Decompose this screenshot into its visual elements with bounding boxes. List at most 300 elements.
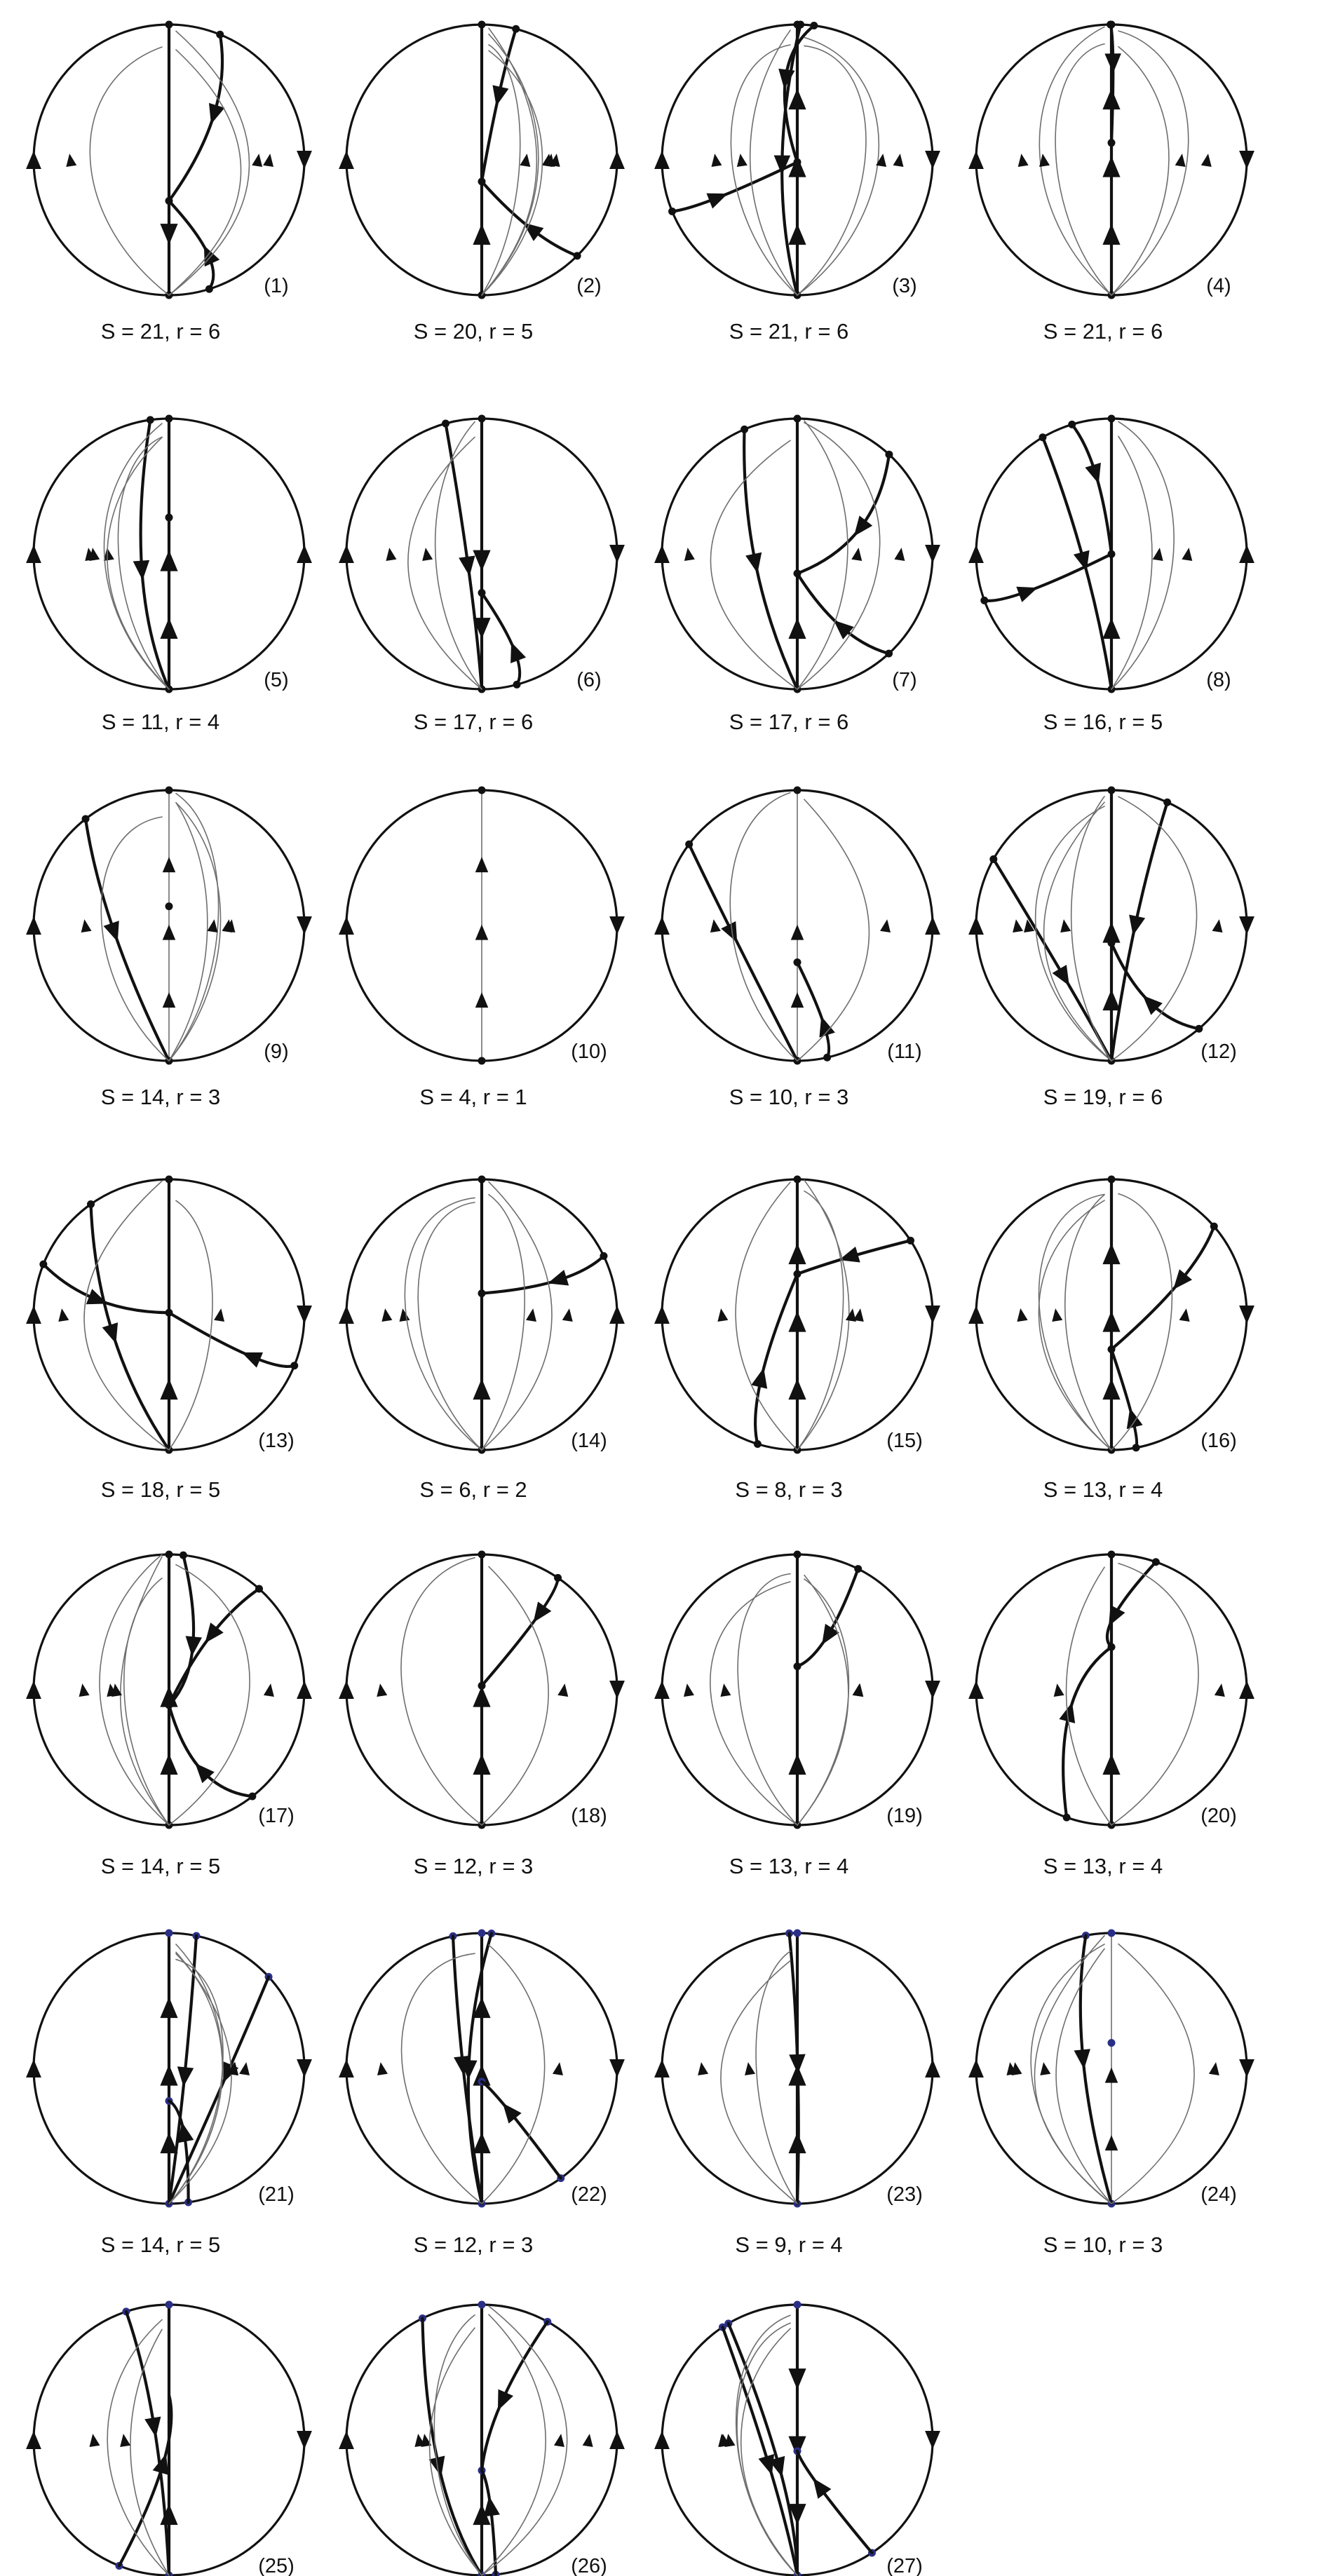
axis-arrow-icon [163,857,175,872]
panel-number: (7) [892,669,917,691]
flow-arrow-icon [1175,154,1186,167]
phase-portrait-22 [339,1930,625,2258]
trajectory [797,1180,849,1450]
boundary-arrow-icon [339,1306,354,1324]
axis-arrow-icon [788,1754,806,1775]
flow-arrow-icon [876,154,886,167]
trajectory [1044,802,1111,1061]
flow-arrow-icon [854,515,872,536]
panel-number: (24) [1200,2183,1237,2206]
panel-number: (20) [1200,1805,1237,1827]
axis-arrow-icon [1102,1243,1120,1264]
separatrix [1107,1562,1156,1647]
flow-arrow-icon [177,2066,194,2087]
panel-caption: S = 11, r = 4 [101,710,220,734]
panel-caption: S = 21, r = 6 [100,319,221,344]
flow-arrow-icon [102,1322,118,1343]
flow-arrow-icon [133,560,149,581]
boundary-arrow-icon [339,545,354,563]
boundary-arrow-icon [26,151,41,169]
flow-arrow-icon [66,154,76,167]
separatrix [119,2395,171,2565]
phase-portrait-4 [968,21,1254,344]
separatrix [482,1256,604,1293]
trajectory [107,2319,169,2575]
panel-number: (12) [1200,1040,1237,1063]
trajectory [1039,27,1111,295]
phase-portrait-8 [968,415,1254,735]
phase-portrait-11 [654,787,940,1110]
trajectory [130,2329,169,2575]
trajectory [1036,806,1111,1061]
axis-arrow-icon [1102,224,1120,245]
phase-portrait-17 [26,1551,312,1879]
flow-arrow-icon [484,2496,500,2516]
boundary-arrow-icon [968,1306,984,1324]
singular-point [1108,787,1116,794]
axis-arrow-icon [163,925,175,940]
trajectory [482,1195,525,1450]
axis-arrow-icon [475,992,488,1008]
boundary-arrow-icon [339,2431,354,2449]
panel-number: (19) [886,1805,923,1827]
boundary-arrow-icon [925,1306,940,1324]
boundary-arrow-icon [297,151,312,169]
flow-arrow-icon [207,919,217,933]
separatrix [1111,1226,1214,1349]
boundary-arrow-icon [339,1681,354,1699]
flow-arrow-icon [1201,154,1212,167]
boundary-arrow-icon [609,151,625,169]
boundary-arrow-icon [925,151,940,169]
axis-arrow-icon [1102,989,1120,1010]
trajectory [721,1960,797,2204]
flow-arrow-icon [1016,587,1037,602]
singular-point [165,1176,173,1184]
flow-arrow-icon [400,1308,410,1322]
phase-portrait-12 [968,787,1254,1110]
flow-arrow-icon [554,2434,564,2447]
panel-caption: S = 19, r = 6 [1043,1085,1163,1109]
separatrix [1111,802,1168,1061]
singular-point [165,787,173,794]
trajectory [482,1945,545,2204]
separatrix [797,2451,872,2553]
phase-portrait-27 [654,2301,940,2576]
axis-arrow-icon [1105,2068,1118,2083]
phase-portrait-6 [339,415,625,735]
boundary-arrow-icon [1239,2059,1254,2077]
axis-arrow-icon [1105,2135,1118,2150]
trajectory [1111,1944,1194,2204]
axis-arrow-icon [1102,1754,1120,1775]
panel-number: (27) [886,2555,923,2576]
singular-point [478,415,486,423]
panel-caption: S = 17, r = 6 [413,710,534,734]
flow-arrow-icon [813,2478,831,2499]
boundary-arrow-icon [1239,1306,1254,1324]
flow-arrow-icon [214,1308,224,1322]
boundary-arrow-icon [925,916,940,935]
phase-portrait-16 [968,1176,1254,1503]
singular-point [794,2301,801,2309]
singular-point [478,1930,486,1937]
panel-number: (17) [258,1805,295,1827]
axis-arrow-icon [473,2132,490,2153]
flow-arrow-icon [386,548,396,561]
phase-portrait-9 [26,787,312,1110]
boundary-arrow-icon [968,2059,984,2077]
separatrix [126,2312,169,2575]
flow-arrow-icon [710,919,721,933]
trajectory [1111,436,1152,689]
panel-number: (4) [1206,275,1231,297]
flow-arrow-icon [751,1368,767,1389]
axis-arrow-icon [1102,1311,1120,1332]
boundary-arrow-icon [297,916,312,935]
axis-arrow-icon [160,224,177,245]
boundary-arrow-icon [297,1306,312,1324]
flow-arrow-icon [520,154,530,167]
flow-arrow-icon [717,1308,728,1322]
singular-point [794,415,801,423]
flow-arrow-icon [252,154,262,167]
trajectory [169,50,241,295]
singular-point [165,514,173,522]
flow-arrow-icon [81,919,92,933]
trajectory [482,1182,552,1450]
boundary-arrow-icon [26,545,41,563]
axis-arrow-icon [1102,1378,1120,1399]
flow-arrow-icon [1085,463,1101,484]
separatrix [689,844,797,1061]
flow-arrow-icon [422,548,433,561]
phase-portrait-3 [654,21,940,344]
trajectory [797,1191,844,1450]
flow-arrow-icon [1013,919,1023,933]
flow-arrow-icon [89,2434,100,2447]
axis-arrow-icon [788,88,806,109]
separatrix [672,162,797,211]
trajectory [797,46,866,295]
singular-point [478,1176,486,1184]
flow-arrow-icon [1209,2062,1219,2075]
separatrix [169,1313,295,1367]
flow-arrow-icon [264,1683,274,1697]
boundary-arrow-icon [339,151,354,169]
phase-portrait-21 [26,1930,312,2258]
flow-arrow-icon [510,642,526,663]
separatrix [86,819,169,1061]
separatrix [722,2327,797,2575]
axis-arrow-icon [1102,156,1120,177]
flow-arrow-icon [1018,154,1029,167]
boundary-arrow-icon [297,545,312,563]
axis-arrow-icon [473,550,490,571]
boundary-arrow-icon [654,916,670,935]
phase-portrait-18 [339,1551,625,1879]
axis-arrow-icon [473,224,490,245]
flow-arrow-icon [1215,1683,1225,1697]
phase-portrait-15 [654,1176,940,1503]
flow-arrow-icon [1054,1683,1064,1697]
singular-point [165,415,173,423]
boundary-arrow-icon [26,1681,41,1699]
flow-arrow-icon [553,2062,563,2075]
flow-arrow-icon [239,2062,250,2075]
boundary-arrow-icon [26,2431,41,2449]
boundary-arrow-icon [654,1306,670,1324]
phase-portrait-25 [26,2301,312,2576]
panel-number: (15) [886,1430,923,1452]
flow-arrow-icon [562,1308,573,1322]
trajectory [797,799,869,1061]
panel-number: (26) [571,2555,607,2576]
flow-arrow-icon [745,2062,755,2075]
panel-number: (23) [886,2183,923,2206]
phase-portrait-24 [968,1930,1254,2258]
boundary-arrow-icon [609,2431,625,2449]
trajectory [1111,796,1197,1061]
axis-arrow-icon [1102,618,1120,639]
flow-arrow-icon [1109,1605,1125,1626]
trajectory [738,1574,797,1825]
phase-portrait-10 [339,787,625,1110]
panel-caption: S = 13, r = 4 [1043,1854,1163,1878]
panel-number: (6) [576,669,602,691]
axis-arrow-icon [473,1378,490,1399]
axis-arrow-icon [788,618,806,639]
trajectory [1111,421,1174,689]
flow-arrow-icon [1104,53,1121,73]
separatrix [1072,424,1111,554]
trajectory [710,1582,797,1825]
boundary-arrow-icon [26,2059,41,2077]
panel-number: (1) [264,275,289,297]
boundary-arrow-icon [1239,151,1254,169]
flow-arrow-icon [1060,919,1071,933]
boundary-arrow-icon [339,2059,354,2077]
singular-point [165,1930,173,1937]
boundary-arrow-icon [609,545,625,563]
panel-number: (16) [1200,1430,1237,1452]
phase-portrait-19 [654,1551,940,1879]
boundary-arrow-icon [968,1681,984,1699]
panel-number: (18) [571,1805,607,1827]
flow-arrow-icon [1040,2062,1050,2075]
flow-arrow-icon [377,1683,387,1697]
flow-arrow-icon [894,548,905,561]
separatrix [797,1569,858,1667]
boundary-arrow-icon [925,2431,940,2449]
flow-arrow-icon [720,1683,731,1697]
separatrix [482,593,520,685]
phase-portrait-13 [26,1176,312,1503]
flow-arrow-icon [377,2062,388,2075]
singular-point [478,1057,486,1065]
separatrix [482,2321,548,2470]
trajectory [169,1954,222,2204]
boundary-arrow-icon [654,151,670,169]
flow-arrow-icon [526,1308,536,1322]
trajectory [84,1181,169,1450]
panel-caption: S = 9, r = 4 [735,2232,843,2257]
boundary-arrow-icon [654,1681,670,1699]
panel-caption: S = 12, r = 3 [413,1854,534,1878]
phase-portrait-14 [339,1176,625,1503]
flow-arrow-icon [880,919,891,933]
trajectory [730,793,797,1061]
trajectory [401,1558,482,1825]
flow-arrow-icon [79,1683,90,1697]
boundary-arrow-icon [609,1306,625,1324]
panel-number: (22) [571,2183,607,2206]
singular-point [165,1551,173,1559]
singular-point [478,787,486,794]
boundary-arrow-icon [1239,1681,1254,1699]
singular-point [794,787,801,794]
panel-number: (2) [576,275,602,297]
trajectory [482,50,542,295]
flow-arrow-icon [1039,154,1050,167]
panel-caption: S = 14, r = 3 [100,1085,221,1109]
flow-arrow-icon [1053,965,1069,986]
panel-caption: S = 17, r = 6 [729,710,849,734]
panel-number: (21) [258,2183,295,2206]
flow-arrow-icon [548,1270,569,1285]
flow-arrow-icon [684,1683,694,1697]
boundary-arrow-icon [609,1681,625,1699]
trajectory [101,817,169,1061]
panel-number: (5) [264,669,289,691]
flow-arrow-icon [534,1601,552,1622]
panel-caption: S = 10, r = 3 [729,1085,849,1109]
boundary-arrow-icon [339,916,354,935]
panel-caption: S = 21, r = 6 [1043,319,1163,344]
axis-arrow-icon [160,618,177,639]
flow-arrow-icon [104,548,114,561]
separatrix [422,2319,482,2575]
axis-arrow-icon [475,857,488,872]
flow-arrow-icon [1212,919,1223,933]
trajectory [418,1202,482,1450]
boundary-arrow-icon [968,545,984,563]
flow-arrow-icon [459,556,475,576]
flow-arrow-icon [778,69,794,89]
trajectory [1067,1567,1111,1825]
flow-arrow-icon [1074,2049,1090,2069]
panel-caption: S = 16, r = 5 [1043,710,1163,734]
flow-arrow-icon [1129,914,1145,935]
flow-arrow-icon [557,1683,568,1697]
panel-caption: S = 14, r = 5 [100,2232,221,2257]
panel-number: (11) [887,1040,922,1063]
panel-number: (8) [1206,669,1231,691]
trajectory [756,1951,797,2204]
trajectory [1065,1195,1111,1450]
boundary-arrow-icon [925,545,940,563]
separatrix [797,963,829,1058]
separatrix [91,1204,169,1450]
panel-number: (3) [892,275,917,297]
trajectory [169,803,208,1061]
boundary-arrow-icon [297,1681,312,1699]
flow-arrow-icon [846,1308,856,1322]
panel-caption: S = 20, r = 5 [413,319,534,344]
axis-arrow-icon [160,1997,177,2018]
flow-arrow-icon [104,921,119,942]
singular-point [1108,1176,1116,1184]
flow-arrow-icon [851,548,862,561]
singular-point [165,2301,173,2309]
axis-arrow-icon [788,1243,806,1264]
singular-point [165,21,173,29]
boundary-arrow-icon [654,2431,670,2449]
panel-number: (10) [571,1040,607,1063]
separatrix [482,182,577,256]
singular-point [794,1176,801,1184]
singular-point [478,21,486,29]
separatrix [482,2082,561,2178]
boundary-arrow-icon [925,2059,940,2077]
flow-arrow-icon [822,1624,839,1645]
flow-arrow-icon [381,1308,392,1322]
flow-arrow-icon [58,1308,69,1322]
panel-caption: S = 13, r = 4 [1043,1477,1163,1502]
separatrix [1043,438,1111,689]
axis-arrow-icon [788,224,806,245]
trajectory [1055,44,1111,295]
trajectory [169,1960,223,2204]
phase-portrait-1 [26,21,312,344]
separatrix [1081,1935,1111,2204]
boundary-arrow-icon [654,2059,670,2077]
separatrix [797,454,889,574]
boundary-arrow-icon [1239,916,1254,935]
flow-arrow-icon [1173,1269,1192,1289]
axis-arrow-icon [160,1378,177,1399]
trajectory [90,47,169,295]
singular-point [1108,2039,1116,2047]
panel-caption: S = 13, r = 4 [729,1854,849,1878]
phase-portrait-20 [968,1551,1254,1879]
flow-arrow-icon [1052,1308,1062,1322]
separatrix [141,420,169,689]
boundary-arrow-icon [297,2431,312,2449]
panel-number: (13) [258,1430,295,1452]
trajectory [797,423,880,689]
singular-point [478,2301,486,2309]
flow-arrow-icon [1182,548,1192,561]
flow-arrow-icon [684,548,695,561]
boundary-arrow-icon [297,2059,312,2077]
flow-arrow-icon [789,2054,806,2074]
phase-portrait-26 [339,2301,625,2576]
trajectory [124,1578,169,1825]
singular-point [165,902,173,910]
panel-number: (9) [264,1040,289,1063]
flow-arrow-icon [893,154,904,167]
flow-arrow-icon [1153,548,1163,561]
axis-arrow-icon [163,992,175,1008]
axis-arrow-icon [160,550,177,571]
flow-arrow-icon [834,621,854,639]
axis-arrow-icon [791,992,804,1008]
axis-arrow-icon [788,1378,806,1399]
panel-caption: S = 21, r = 6 [729,319,849,344]
axis-arrow-icon [160,1754,177,1775]
flow-arrow-icon [698,2062,708,2075]
